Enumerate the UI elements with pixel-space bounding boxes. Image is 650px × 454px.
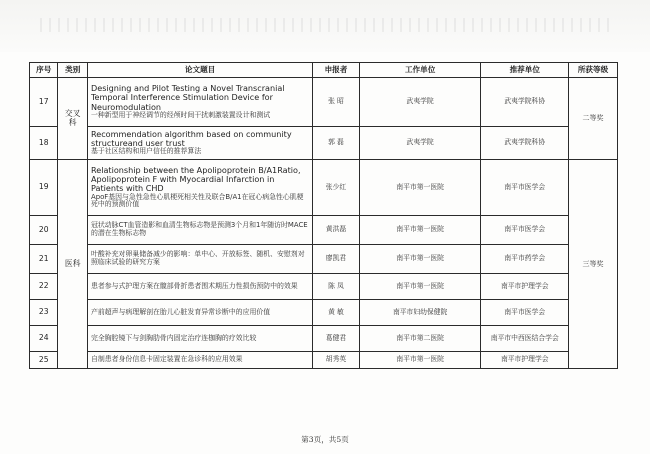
- paper-title-cell: [87, 352, 312, 369]
- paper-title-zh: 一种新型用于神经调节的经颅时间干扰刺激装置设计和测试: [90, 110, 271, 119]
- paper-title-zh: 患者参与式护理方案在髋部骨折患者围术期压力性损伤预防中的效果: [90, 281, 298, 290]
- paper-title-cell: [87, 127, 312, 160]
- recommender-cell: 武夷学院科协: [481, 78, 569, 127]
- paper-title-en: Recommendation algorithm based on community structureand user trust: [90, 128, 292, 149]
- header-number: 序号: [30, 63, 58, 78]
- row-number: 23: [30, 300, 58, 326]
- recommender-cell: 南平市医学会: [481, 216, 569, 245]
- table-row: [30, 160, 618, 216]
- scan-artifact-strip: [0, 0, 650, 52]
- award-table: [29, 62, 618, 369]
- work-unit-cell: 武夷学院: [359, 127, 481, 160]
- row-number: 21: [30, 245, 58, 274]
- paper-title-zh: 完全胸腔镜下与剑胸肋骨内固定治疗连枷胸的疗效比较: [90, 333, 257, 342]
- header-applicant: 申报者: [313, 63, 360, 78]
- paper-title-cell: [87, 245, 312, 274]
- applicant-cell: 黄 敏: [313, 300, 360, 326]
- row-number: 20: [30, 216, 58, 245]
- table-header-row: [30, 63, 618, 78]
- paper-title-cell: [87, 160, 312, 216]
- category-cell: 医科: [58, 160, 88, 369]
- paper-title-zh: 基于社区结构和用户信任的推荐算法: [90, 147, 202, 156]
- applicant-cell: 葛健君: [313, 326, 360, 352]
- paper-title-zh: 产前超声与病理解剖在胎儿心脏发育异常诊断中的应用价值: [90, 307, 271, 316]
- category-cell: 交叉科: [58, 78, 88, 160]
- paper-title-cell: [87, 274, 312, 300]
- row-number: 22: [30, 274, 58, 300]
- applicant-cell: 郭 磊: [313, 127, 360, 160]
- row-number: 25: [30, 352, 58, 369]
- paper-title-zh: 自制患者身份信息卡固定装置在急诊科的应用效果: [90, 355, 243, 364]
- row-number: 18: [30, 127, 58, 160]
- work-unit-cell: 武夷学院: [359, 78, 481, 127]
- row-number: 19: [30, 160, 58, 216]
- recommender-cell: 南平市医学会: [481, 160, 569, 216]
- table-row: [30, 274, 618, 300]
- work-unit-cell: 南平市第一医院: [359, 352, 481, 369]
- paper-title-cell: [87, 216, 312, 245]
- applicant-cell: 张 昭: [313, 78, 360, 127]
- recommender-cell: 南平市护理学会: [481, 274, 569, 300]
- header-work-unit: 工作单位: [359, 63, 481, 78]
- paper-title-zh: 冠状动脉CT血管造影和血清生物标志物是预测3个月和1年随访时MACE的潜在生物标志物: [90, 221, 308, 237]
- paper-title-cell: [87, 300, 312, 326]
- table-row: [30, 300, 618, 326]
- header-recommender: 推荐单位: [481, 63, 569, 78]
- paper-title-en: Relationship between the Apolipoprotein B/A1Ratio, Apolipoprotein F with Myocardial Infarction in Patients with CHD: [90, 164, 301, 194]
- work-unit-cell: 南平市第一医院: [359, 160, 481, 216]
- header-category: 类别: [58, 63, 88, 78]
- recommender-cell: 武夷学院科协: [481, 127, 569, 160]
- page-footer: 第3页，共5页: [301, 435, 349, 444]
- applicant-cell: 黄洪磊: [313, 216, 360, 245]
- table-row: [30, 326, 618, 352]
- table-row: [30, 245, 618, 274]
- row-number: 17: [30, 78, 58, 127]
- award-level-cell: 二等奖: [569, 78, 618, 160]
- paper-title-cell: [87, 78, 312, 127]
- paper-title-en: Designing and Pilot Testing a Novel Transcranial Temporal Interference Stimulation Device for Neuromodulation: [90, 83, 285, 112]
- award-level-cell: 三等奖: [569, 160, 618, 369]
- paper-title-zh: 叶酸补充对卵巢储备减少的影响：单中心、开放标签、随机、安慰剂对照临床试验的研究方案: [90, 250, 305, 266]
- applicant-cell: 张少红: [313, 160, 360, 216]
- applicant-cell: 陈 凤: [313, 274, 360, 300]
- recommender-cell: 南平市药学会: [481, 245, 569, 274]
- table-row: [30, 78, 618, 127]
- recommender-cell: 南平市中西医结合学会: [481, 326, 569, 352]
- work-unit-cell: 南平市第二医院: [359, 326, 481, 352]
- table-row: [30, 352, 618, 369]
- header-award-level: 所获等级: [569, 63, 618, 78]
- paper-title-cell: [87, 326, 312, 352]
- work-unit-cell: 南平市第一医院: [359, 216, 481, 245]
- applicant-cell: 胡秀英: [313, 352, 360, 369]
- work-unit-cell: 南平市妇幼保健院: [359, 300, 481, 326]
- row-number: 24: [30, 326, 58, 352]
- header-paper-title: 论文题目: [87, 63, 312, 78]
- applicant-cell: 廖凯君: [313, 245, 360, 274]
- work-unit-cell: 南平市第一医院: [359, 274, 481, 300]
- table-row: [30, 216, 618, 245]
- paper-title-zh: ApoF基因与急性急性心肌梗死相关性及联合B/A1在冠心病急性心肌梗死中的预测价值: [90, 192, 304, 209]
- table-row: [30, 127, 618, 160]
- recommender-cell: 南平市医学会: [481, 300, 569, 326]
- recommender-cell: 南平市护理学会: [481, 352, 569, 369]
- work-unit-cell: 南平市第一医院: [359, 245, 481, 274]
